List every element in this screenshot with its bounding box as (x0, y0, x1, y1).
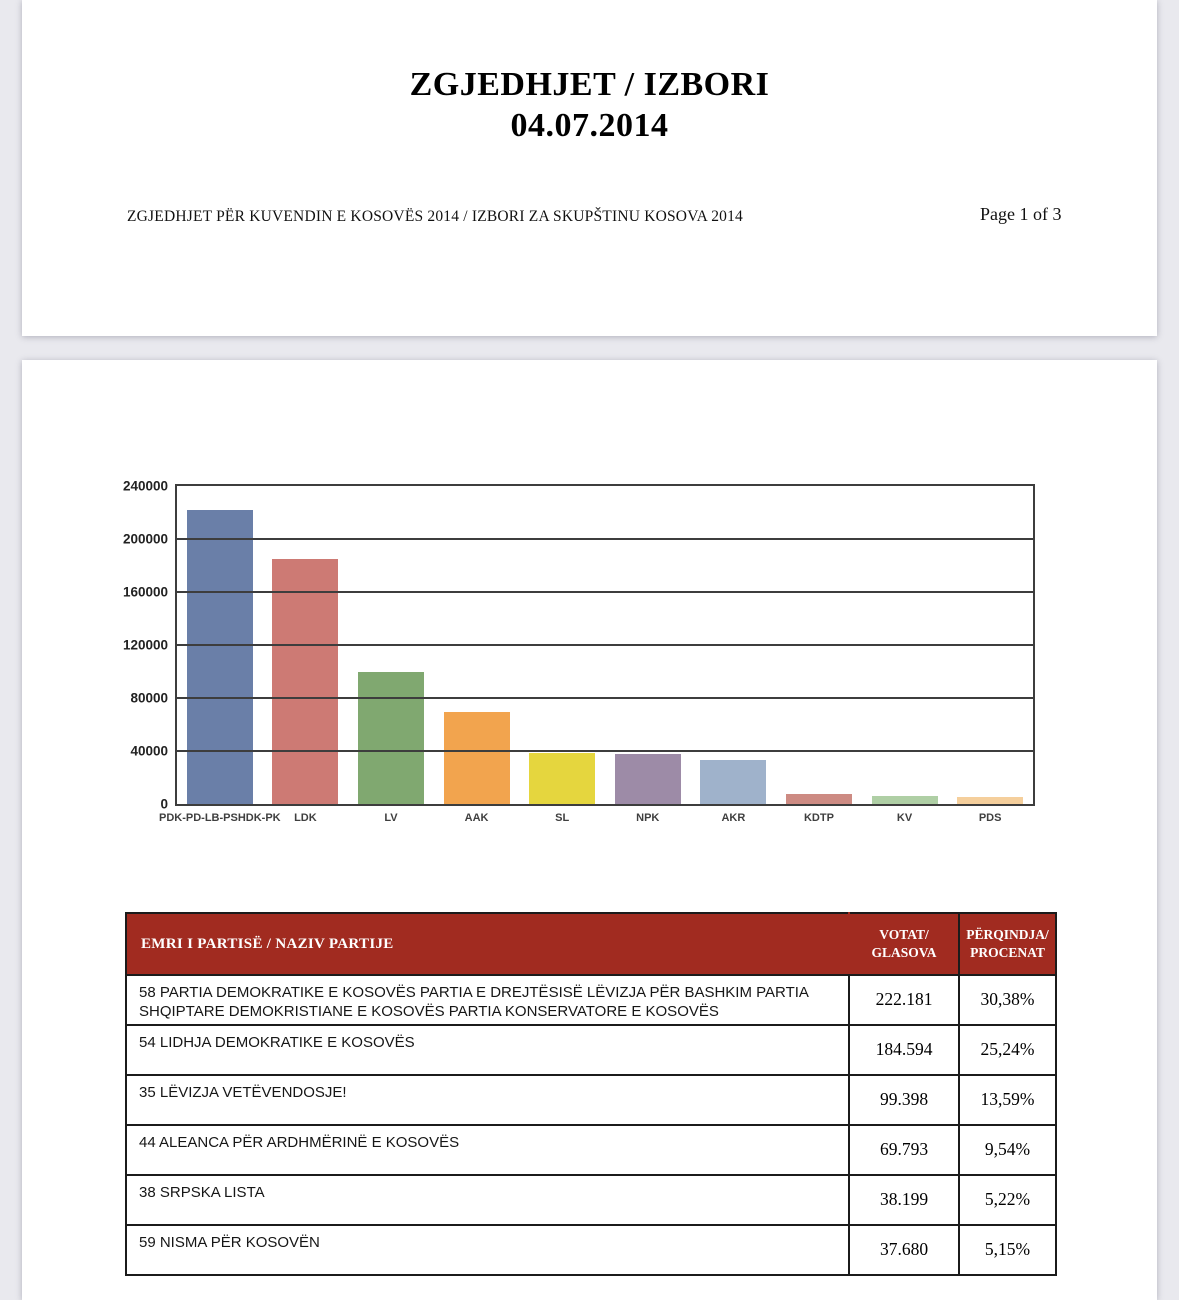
chart-bar (529, 753, 595, 804)
chart-y-tick-label: 120000 (122, 637, 168, 653)
party-name-cell: 58 PARTIA DEMOKRATIKE E KOSOVËS PARTIA E DREJTËSISË LËVIZJA PËR BASHKIM PARTIA SHQIPTARE DEMOKRISTIANE E KOSOVËS PARTIA KONSERVATORE E KOSOVËS (126, 975, 849, 1025)
header-votes-line2: GLASOVA (871, 945, 937, 960)
chart-gridline (177, 697, 1033, 699)
chart-bar (187, 510, 253, 804)
percent-cell: 30,38% (959, 975, 1056, 1025)
chart-gridline (177, 750, 1033, 752)
party-name-cell: 59 NISMA PËR KOSOVËN (126, 1225, 849, 1275)
table-row (126, 1025, 1056, 1075)
chart-x-tick-label: KV (896, 812, 913, 824)
chart-bar (615, 754, 681, 804)
chart-y-tick-label: 0 (160, 796, 168, 812)
document-subtitle: ZGJEDHJET PËR KUVENDIN E KOSOVËS 2014 / IZBORI ZA SKUPŠTINU KOSOVA 2014 (127, 208, 744, 225)
results-table-body (126, 975, 1056, 1275)
votes-cell: 99.398 (849, 1075, 959, 1125)
party-name-cell: 38 SRPSKA LISTA (126, 1175, 849, 1225)
chart-bar (957, 797, 1023, 804)
chart-x-tick-label: AKR (721, 812, 746, 824)
chart-x-tick-label: PDS (978, 812, 1002, 824)
chart-x-tick-label: AAK (464, 812, 489, 824)
table-row (126, 975, 1056, 1025)
votes-cell: 37.680 (849, 1225, 959, 1275)
chart-y-tick-label: 200000 (122, 531, 168, 547)
table-row (126, 1075, 1056, 1125)
bar-chart-plot (122, 478, 1035, 824)
chart-x-tick-label: LV (384, 812, 398, 824)
table-row (126, 1125, 1056, 1175)
votes-cell: 69.793 (849, 1125, 959, 1175)
chart-bar (700, 760, 766, 804)
page-indicator: Page 1 of 3 (980, 204, 1062, 224)
chart-x-tick-label: LDK (294, 812, 317, 824)
header-percent (959, 913, 1056, 975)
header-party-name: EMRI I PARTISË / NAZIV PARTIJE (126, 913, 849, 975)
table-row (126, 1175, 1056, 1225)
page-1 (22, 0, 1157, 336)
chart-bar (272, 559, 338, 804)
chart-x-tick-label: SL (555, 812, 570, 824)
votes-cell: 38.199 (849, 1175, 959, 1225)
table-row (126, 1225, 1056, 1275)
document-title (22, 64, 1157, 146)
header-votes (849, 913, 959, 975)
percent-cell: 5,22% (959, 1175, 1056, 1225)
chart-bar (444, 712, 510, 804)
document-title-line1: ZGJEDHJET / IZBORI (409, 66, 770, 103)
chart-bar (872, 796, 938, 804)
chart-x-tick-label: KDTP (803, 812, 834, 824)
percent-cell: 25,24% (959, 1025, 1056, 1075)
chart-gridline (177, 591, 1033, 593)
results-table (125, 912, 1057, 1276)
party-name-cell: 44 ALEANCA PËR ARDHMËRINË E KOSOVËS (126, 1125, 849, 1175)
chart-y-tick-label: 240000 (122, 478, 168, 494)
chart-bar (786, 794, 852, 804)
percent-cell: 13,59% (959, 1075, 1056, 1125)
header-percent-line2: PROCENAT (970, 945, 1045, 960)
chart-x-tick-label: PDK-PD-LB-PSHDK-PK (158, 812, 281, 824)
chart-bar (358, 672, 424, 804)
header-votes-line1: VOTAT/ (879, 927, 929, 942)
percent-cell: 5,15% (959, 1225, 1056, 1275)
percent-cell: 9,54% (959, 1125, 1056, 1175)
votes-cell: 184.594 (849, 1025, 959, 1075)
chart-y-tick-label: 40000 (130, 743, 168, 759)
party-name-cell: 35 LËVIZJA VETËVENDOSJE! (126, 1075, 849, 1125)
votes-cell: 222.181 (849, 975, 959, 1025)
document-title-line2: 04.07.2014 (510, 107, 669, 144)
chart-y-tick-label: 160000 (122, 584, 168, 600)
header-percent-line1: PËRQINDJA/ (966, 927, 1049, 942)
chart-y-tick-label: 80000 (130, 690, 168, 706)
chart-gridline (177, 538, 1033, 540)
party-name-cell: 54 LIDHJA DEMOKRATIKE E KOSOVËS (126, 1025, 849, 1075)
chart-x-tick-label: NPK (636, 812, 660, 824)
page-2 (22, 360, 1157, 1300)
results-table-header (126, 913, 1056, 975)
chart-gridline (177, 644, 1033, 646)
